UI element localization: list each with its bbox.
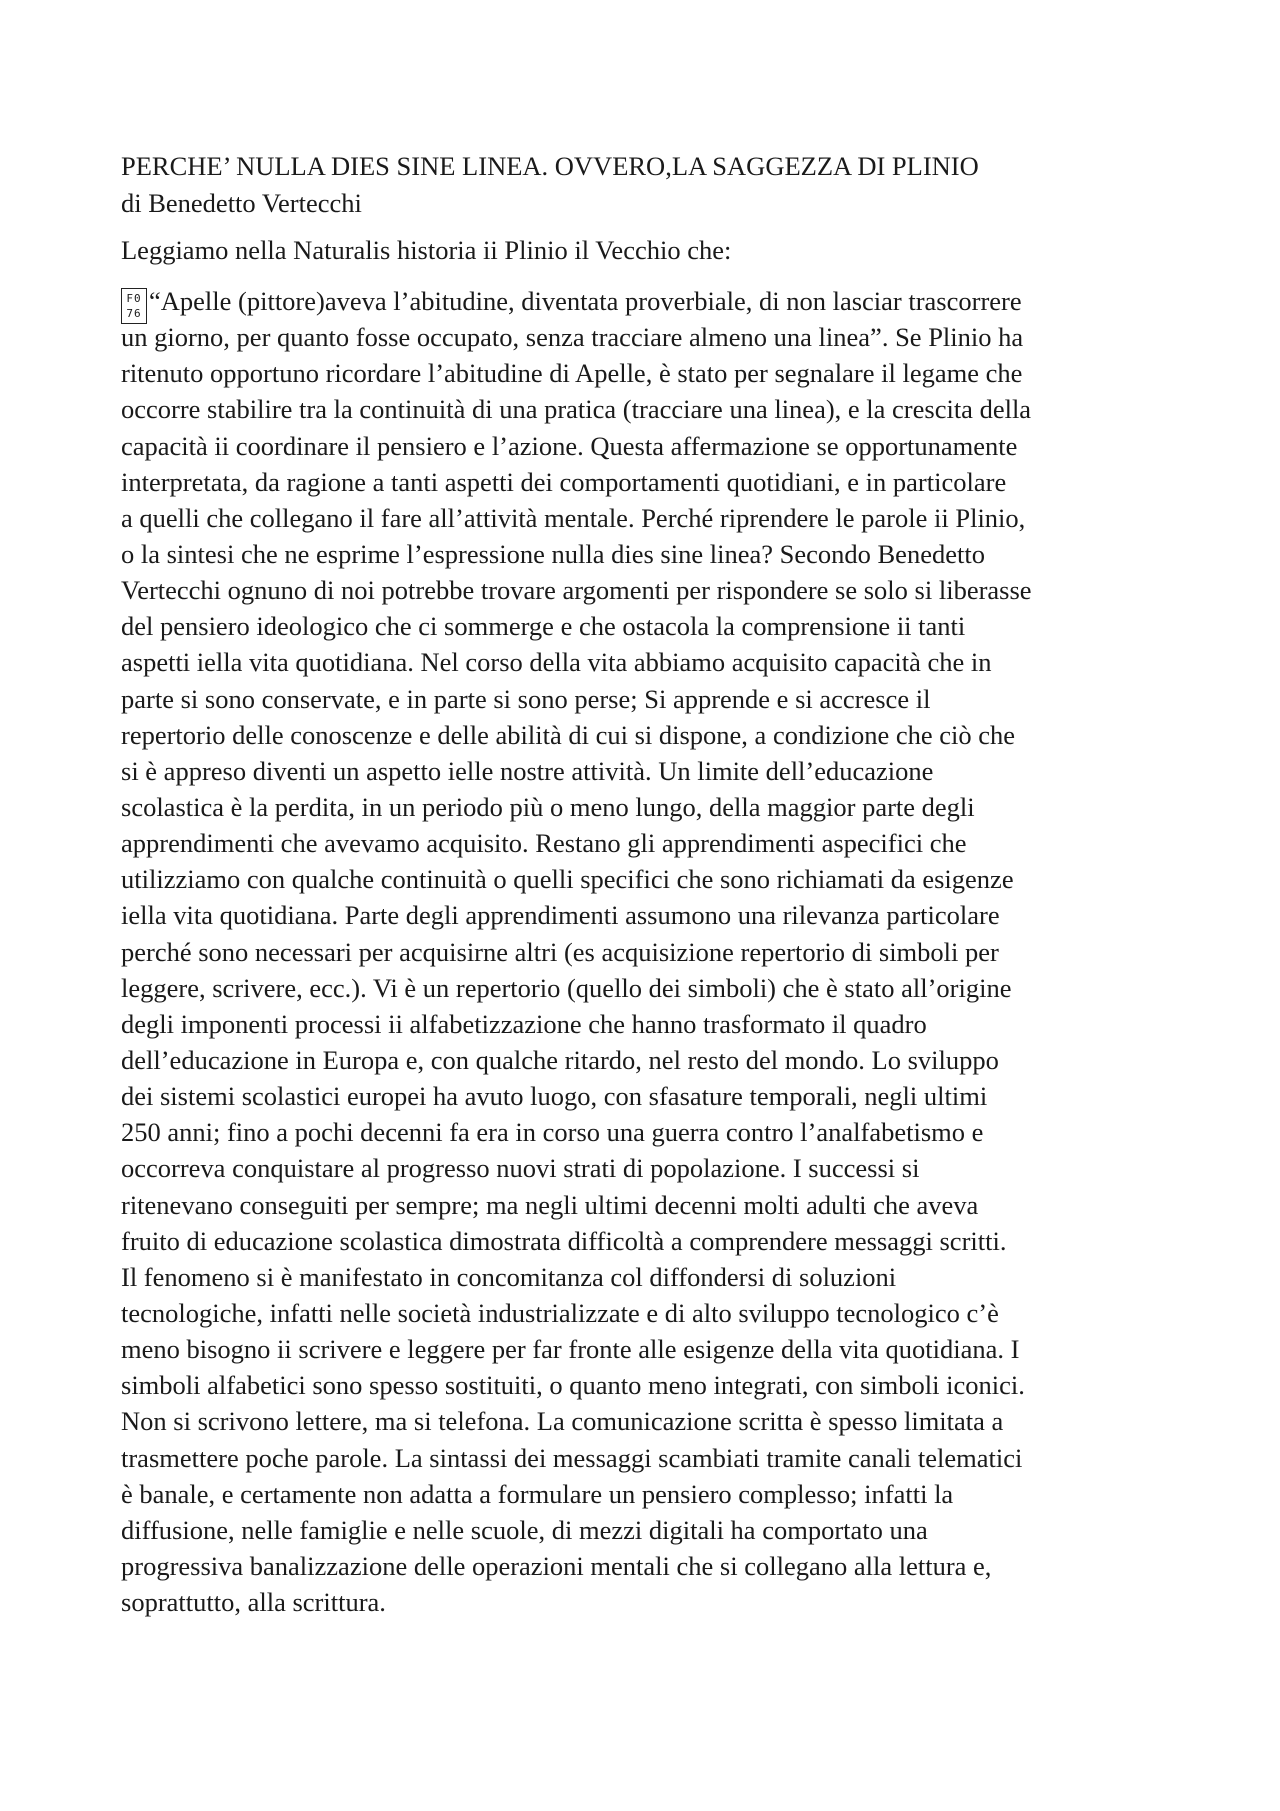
body-line: apprendimenti che avevamo acquisito. Restano gli apprendimenti aspecifici che (121, 828, 967, 859)
body-line: capacità ii coordinare il pensiero e l’azione. Questa affermazione se opportunamente (121, 430, 1018, 461)
body-line: ritenevano conseguiti per sempre; ma negli ultimi decenni molti adulti che aveva (121, 1189, 979, 1220)
document-page (121, 148, 1171, 1620)
body-line: repertorio delle conoscenze e delle abilità di cui si dispone, a condizione che ciò che (121, 719, 1015, 750)
body-line: diffusione, nelle famiglie e nelle scuole, di mezzi digitali ha comportato una (121, 1514, 928, 1545)
body-line: degli imponenti processi ii alfabetizzazione che hanno trasformato il quadro (121, 1008, 927, 1039)
document-author: di Benedetto Vertecchi (121, 188, 362, 218)
body-line: progressiva banalizzazione delle operazioni mentali che si collegano alla lettura e, (121, 1550, 992, 1581)
intro-paragraph: Leggiamo nella Naturalis historia ii Plinio il Vecchio che: (121, 235, 732, 265)
body-line: Non si scrivono lettere, ma si telefona. La comunicazione scritta è spesso limitata a (121, 1406, 1004, 1437)
body-line: trasmettere poche parole. La sintassi dei messaggi scambiati tramite canali telematici (121, 1442, 1023, 1473)
body-line: parte si sono conservate, e in parte si sono perse; Si apprende e si accresce il (121, 683, 931, 714)
body-line: occorreva conquistare al progresso nuovi strati di popolazione. I successi si (121, 1153, 920, 1184)
body-line: scolastica è la perdita, in un periodo più o meno lungo, della maggior parte degli (121, 791, 975, 822)
body-line: ritenuto opportuno ricordare l’abitudine di Apelle, è stato per segnalare il legame che (121, 358, 1023, 389)
body-line: aspetti iella vita quotidiana. Nel corso della vita abbiamo acquisito capacità che in (121, 647, 992, 678)
body-line: leggere, scrivere, ecc.). Vi è un repertorio (quello dei simboli) che è stato all’origine (121, 972, 1012, 1003)
body-line: F0 76 “Apelle (pittore)aveva l’abitudine, diventata proverbiale, di non lasciar trascorrere (121, 283, 1171, 319)
body-line: perché sono necessari per acquisirne altri (es acquisizione repertorio di simboli per (121, 936, 999, 967)
body-line: simboli alfabetici sono spesso sostituiti, o quanto meno integrati, con simboli iconici. (121, 1370, 1025, 1401)
body-line: del pensiero ideologico che ci sommerge e che ostacola la comprensione ii tanti (121, 611, 966, 642)
body-line: un giorno, per quanto fosse occupato, senza tracciare almeno una linea”. Se Plinio ha (121, 322, 1024, 353)
body-line: meno bisogno ii scrivere e leggere per far fronte alle esigenze della vita quotidiana. I (121, 1334, 1020, 1365)
missing-glyph-icon: F0 76 (121, 288, 147, 324)
body-line: dell’educazione in Europa e, con qualche ritardo, nel resto del mondo. Lo sviluppo (121, 1044, 999, 1075)
body-line: interpretata, da ragione a tanti aspetti dei comportamenti quotidiani, e in particolare (121, 466, 1007, 497)
body-line: o la sintesi che ne esprime l’espressione nulla dies sine linea? Secondo Benedetto (121, 538, 985, 569)
body-line: fruito di educazione scolastica dimostrata difficoltà a comprendere messaggi scritti. (121, 1225, 1007, 1256)
body-paragraph (121, 283, 1171, 1620)
body-line: si è appreso diventi un aspetto ielle nostre attività. Un limite dell’educazione (121, 755, 934, 786)
body-line: soprattutto, alla scrittura. (121, 1587, 386, 1618)
body-line: Il fenomeno si è manifestato in concomitanza col diffondersi di soluzioni (121, 1261, 897, 1292)
body-line: a quelli che collegano il fare all’attività mentale. Perché riprendere le parole ii Plinio, (121, 502, 1026, 533)
body-line: è banale, e certamente non adatta a formulare un pensiero complesso; infatti la (121, 1478, 954, 1509)
document-title: PERCHE’ NULLA DIES SINE LINEA. OVVERO,LA SAGGEZZA DI PLINIO (121, 151, 979, 181)
body-line: Vertecchi ognuno di noi potrebbe trovare argomenti per rispondere se solo si liberasse (121, 575, 1032, 606)
body-line: tecnologiche, infatti nelle società industrializzate e di alto sviluppo tecnologico c’è (121, 1297, 999, 1328)
body-line: occorre stabilire tra la continuità di una pratica (tracciare una linea), e la crescita della (121, 394, 1032, 425)
body-line: dei sistemi scolastici europei ha avuto luogo, con sfasature temporali, negli ultimi (121, 1081, 988, 1112)
body-line: 250 anni; fino a pochi decenni fa era in corso una guerra contro l’analfabetismo e (121, 1117, 984, 1148)
body-line: utilizziamo con qualche continuità o quelli specifici che sono richiamati da esigenze (121, 864, 1014, 895)
body-line: iella vita quotidiana. Parte degli apprendimenti assumono una rilevanza particolare (121, 900, 1000, 931)
